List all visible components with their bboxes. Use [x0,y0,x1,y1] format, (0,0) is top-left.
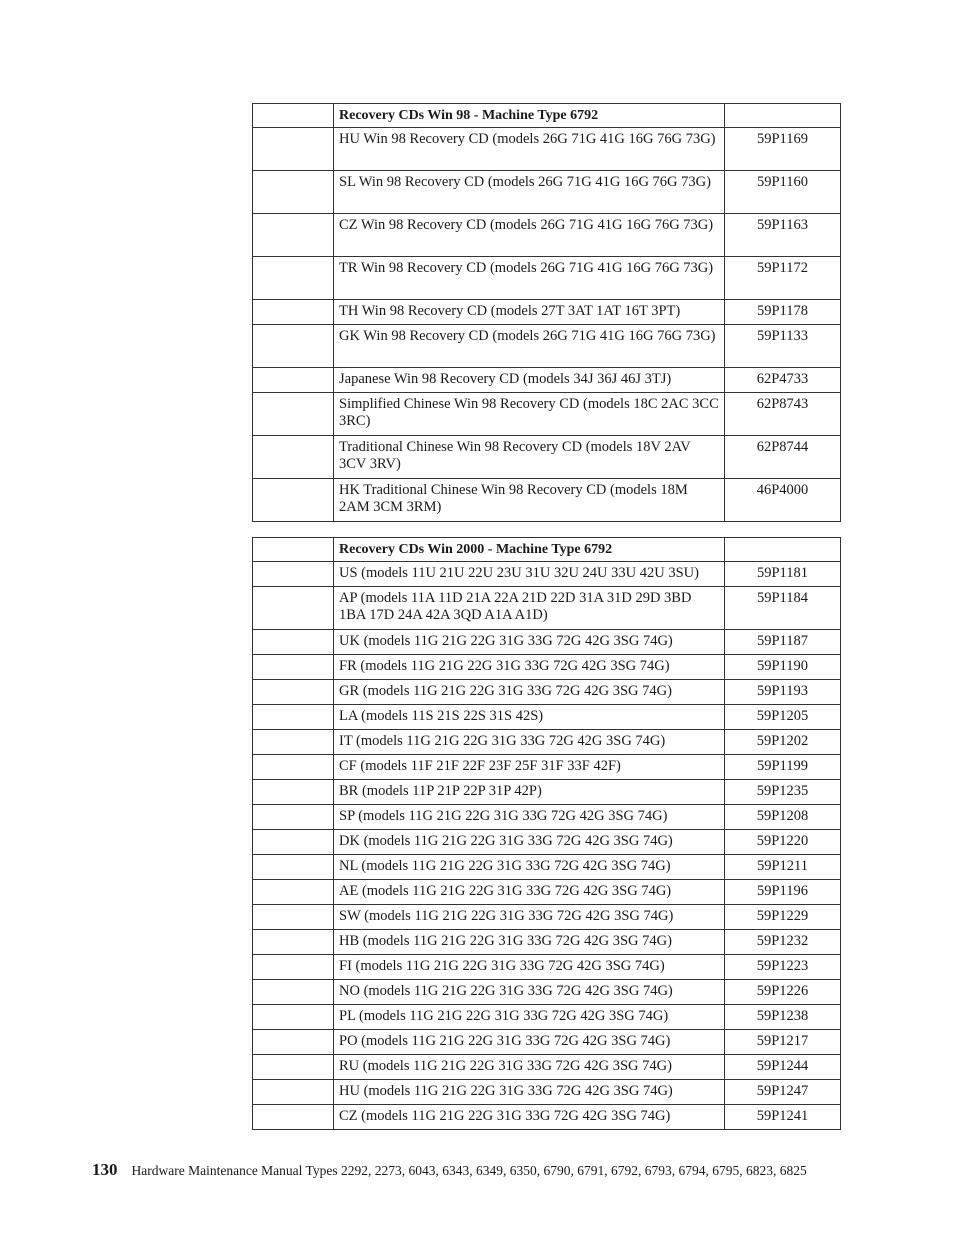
part-number: 59P1199 [725,755,841,780]
part-number: 59P1232 [725,930,841,955]
part-description: CF (models 11F 21F 22F 23F 25F 31F 33F 42F) [334,755,725,780]
header-empty-cell [253,104,334,128]
table-row [253,655,841,680]
footer-text: Hardware Maintenance Manual Types 2292, 2273, 6043, 6343, 6349, 6350, 6790, 6791, 6792, 6793, 6794, 6795, 6823, 6825 [131,1163,807,1178]
table-row [253,955,841,980]
part-number: 59P1172 [725,257,841,300]
table-row [253,393,841,436]
part-number: 59P1217 [725,1030,841,1055]
part-description: Simplified Chinese Win 98 Recovery CD (models 18C 2AC 3CC 3RC) [334,393,725,436]
part-description: GR (models 11G 21G 22G 31G 33G 72G 42G 3SG 74G) [334,680,725,705]
part-number: 59P1241 [725,1105,841,1130]
part-number: 46P4000 [725,479,841,522]
part-number: 59P1190 [725,655,841,680]
part-description: FR (models 11G 21G 22G 31G 33G 72G 42G 3SG 74G) [334,655,725,680]
table-row [253,1055,841,1080]
table-row [253,436,841,479]
table-header-row [253,104,841,128]
table-row [253,1080,841,1105]
part-number: 59P1163 [725,214,841,257]
part-description: RU (models 11G 21G 22G 31G 33G 72G 42G 3SG 74G) [334,1055,725,1080]
part-number: 59P1187 [725,630,841,655]
part-number: 59P1208 [725,805,841,830]
table-row [253,587,841,630]
part-number: 59P1178 [725,300,841,325]
table-row [253,705,841,730]
table-row [253,562,841,587]
table-row [253,128,841,171]
table-row [253,905,841,930]
part-number: 59P1193 [725,680,841,705]
part-description: TH Win 98 Recovery CD (models 27T 3AT 1AT 16T 3PT) [334,300,725,325]
part-number: 59P1205 [725,705,841,730]
part-description: SP (models 11G 21G 22G 31G 33G 72G 42G 3SG 74G) [334,805,725,830]
part-description: HK Traditional Chinese Win 98 Recovery CD (models 18M 2AM 3CM 3RM) [334,479,725,522]
part-number: 59P1238 [725,1005,841,1030]
table-header-row [253,538,841,562]
table-row [253,930,841,955]
page-footer [92,1160,807,1180]
part-number: 59P1202 [725,730,841,755]
part-number: 59P1184 [725,587,841,630]
recovery-cds-win98-table [252,103,841,522]
table-row [253,680,841,705]
table-row [253,479,841,522]
table-row [253,880,841,905]
part-description: CZ (models 11G 21G 22G 31G 33G 72G 42G 3SG 74G) [334,1105,725,1130]
table-row [253,780,841,805]
header-empty-cell [725,104,841,128]
part-description: PO (models 11G 21G 22G 31G 33G 72G 42G 3SG 74G) [334,1030,725,1055]
part-description: US (models 11U 21U 22U 23U 31U 32U 24U 33U 42U 3SU) [334,562,725,587]
part-description: NL (models 11G 21G 22G 31G 33G 72G 42G 3SG 74G) [334,855,725,880]
part-description: SL Win 98 Recovery CD (models 26G 71G 41G 16G 76G 73G) [334,171,725,214]
part-description: PL (models 11G 21G 22G 31G 33G 72G 42G 3SG 74G) [334,1005,725,1030]
part-description: UK (models 11G 21G 22G 31G 33G 72G 42G 3SG 74G) [334,630,725,655]
part-number: 59P1211 [725,855,841,880]
part-number: 59P1181 [725,562,841,587]
table-row [253,755,841,780]
part-description: Japanese Win 98 Recovery CD (models 34J 36J 46J 3TJ) [334,368,725,393]
part-description: FI (models 11G 21G 22G 31G 33G 72G 42G 3SG 74G) [334,955,725,980]
part-description: AP (models 11A 11D 21A 22A 21D 22D 31A 31D 29D 3BD 1BA 17D 24A 42A 3QD A1A A1D) [334,587,725,630]
table-row [253,300,841,325]
part-number: 59P1247 [725,1080,841,1105]
part-number: 62P8744 [725,436,841,479]
part-number: 59P1169 [725,128,841,171]
part-number: 59P1133 [725,325,841,368]
table-row [253,368,841,393]
header-empty-cell [253,538,334,562]
table-row [253,325,841,368]
part-description: GK Win 98 Recovery CD (models 26G 71G 41G 16G 76G 73G) [334,325,725,368]
part-description: TR Win 98 Recovery CD (models 26G 71G 41G 16G 76G 73G) [334,257,725,300]
part-number: 59P1244 [725,1055,841,1080]
part-number: 59P1226 [725,980,841,1005]
table-row [253,1105,841,1130]
part-number: 59P1196 [725,880,841,905]
table-row [253,171,841,214]
part-description: HB (models 11G 21G 22G 31G 33G 72G 42G 3SG 74G) [334,930,725,955]
part-description: HU Win 98 Recovery CD (models 26G 71G 41G 16G 76G 73G) [334,128,725,171]
part-description: CZ Win 98 Recovery CD (models 26G 71G 41G 16G 76G 73G) [334,214,725,257]
table-row [253,257,841,300]
table-row [253,980,841,1005]
table-row [253,630,841,655]
table-row [253,855,841,880]
table-row [253,1005,841,1030]
table-row [253,830,841,855]
part-number: 59P1220 [725,830,841,855]
part-number: 59P1223 [725,955,841,980]
table-header-title: Recovery CDs Win 98 - Machine Type 6792 [334,104,725,128]
table-row [253,1030,841,1055]
part-description: LA (models 11S 21S 22S 31S 42S) [334,705,725,730]
part-description: NO (models 11G 21G 22G 31G 33G 72G 42G 3SG 74G) [334,980,725,1005]
table-row [253,805,841,830]
part-description: HU (models 11G 21G 22G 31G 33G 72G 42G 3SG 74G) [334,1080,725,1105]
part-number: 59P1235 [725,780,841,805]
page-number: 130 [92,1160,118,1179]
part-description: DK (models 11G 21G 22G 31G 33G 72G 42G 3SG 74G) [334,830,725,855]
part-description: Traditional Chinese Win 98 Recovery CD (models 18V 2AV 3CV 3RV) [334,436,725,479]
part-number: 59P1229 [725,905,841,930]
part-description: BR (models 11P 21P 22P 31P 42P) [334,780,725,805]
table-header-title: Recovery CDs Win 2000 - Machine Type 6792 [334,538,725,562]
part-number: 62P8743 [725,393,841,436]
part-description: SW (models 11G 21G 22G 31G 33G 72G 42G 3SG 74G) [334,905,725,930]
header-empty-cell [725,538,841,562]
part-description: IT (models 11G 21G 22G 31G 33G 72G 42G 3SG 74G) [334,730,725,755]
part-description: AE (models 11G 21G 22G 31G 33G 72G 42G 3SG 74G) [334,880,725,905]
part-number: 62P4733 [725,368,841,393]
part-number: 59P1160 [725,171,841,214]
table-row [253,730,841,755]
table-row [253,214,841,257]
recovery-cds-win2000-table [252,537,841,1130]
